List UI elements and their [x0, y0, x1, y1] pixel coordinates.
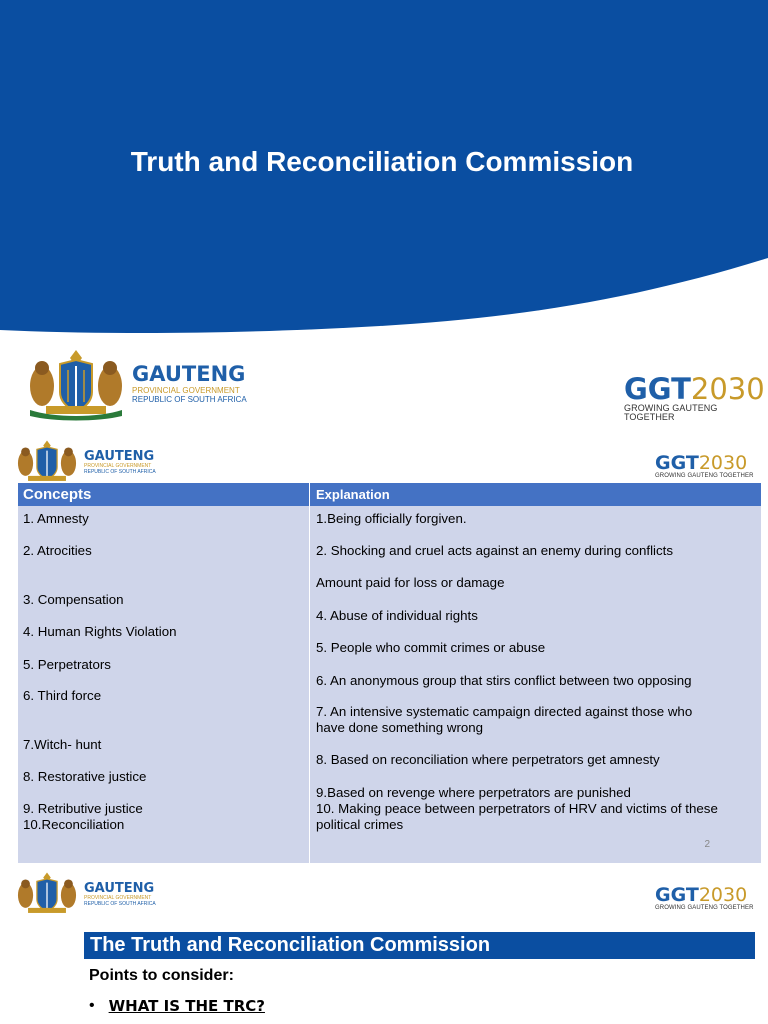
concepts-table	[18, 483, 761, 863]
bullet-icon: •	[89, 997, 95, 1014]
ggt-year: 2030	[698, 884, 748, 906]
explanation-item: have done something wrong	[316, 720, 484, 735]
gauteng-country: REPUBLIC OF SOUTH AFRICA	[84, 900, 156, 907]
gauteng-logo	[14, 438, 156, 486]
gauteng-country: REPUBLIC OF SOUTH AFRICA	[132, 395, 247, 404]
concept-item: 2. Atrocities	[23, 543, 92, 558]
gauteng-country: REPUBLIC OF SOUTH AFRICA	[84, 468, 156, 475]
gauteng-name: GAUTENG	[84, 448, 155, 464]
ggt-tagline: GROWING GAUTENG TOGETHER	[624, 403, 718, 422]
explanation-item: 9.Based on revenge where perpetrators are punished	[316, 785, 631, 800]
points-heading: Points to consider:	[89, 967, 234, 984]
ggt2030-logo	[655, 454, 754, 479]
gauteng-logo	[24, 346, 247, 422]
concept-item: 1. Amnesty	[23, 511, 89, 526]
slide-title: Truth and Reconciliation Commission	[130, 146, 634, 177]
page-number: 2	[704, 839, 710, 850]
coat-of-arms-icon	[14, 438, 80, 486]
concept-item: 7.Witch- hunt	[23, 737, 102, 752]
coat-of-arms-icon	[14, 870, 80, 918]
coat-of-arms-icon	[24, 346, 128, 422]
bullet-text: WHAT IS THE TRC?	[108, 997, 265, 1015]
explanation-item: 6. An anonymous group that stirs conflict between two opposing	[316, 673, 692, 688]
concepts-header: Concepts	[18, 483, 310, 506]
gauteng-name: GAUTENG	[84, 880, 155, 896]
concepts-column	[18, 506, 310, 863]
concept-item: 4. Human Rights Violation	[23, 624, 177, 639]
concept-item: 6. Third force	[23, 688, 102, 703]
explanation-item: Amount paid for loss or damage	[316, 575, 505, 590]
ggt2030-logo	[624, 372, 768, 422]
concept-item: 9. Retributive justice	[23, 801, 143, 816]
ggt2030-logo	[655, 886, 754, 911]
ggt-text: GGT	[655, 884, 699, 906]
ggt-text: GGT	[655, 452, 699, 474]
explanation-item: 4. Abuse of individual rights	[316, 608, 478, 623]
concepts-slide	[0, 432, 768, 864]
concept-item: 10.Reconciliation	[23, 817, 125, 832]
ggt-year: 2030	[698, 452, 748, 474]
concept-item: 5. Perpetrators	[23, 657, 111, 672]
ggt-tagline: GROWING GAUTENG TOGETHER	[655, 905, 754, 911]
table-header	[18, 483, 761, 506]
gauteng-subtitle: PROVINCIAL GOVERNMENT	[84, 462, 152, 469]
explanations-column	[310, 506, 761, 863]
explanation-item: 2. Shocking and cruel acts against an enemy during conflicts	[316, 543, 674, 558]
explanation-item: 7. An intensive systematic campaign directed against those who	[316, 704, 693, 719]
gauteng-logo	[14, 870, 156, 918]
ggt-text: GGT	[624, 372, 691, 406]
concept-item: 8. Restorative justice	[23, 769, 147, 784]
concept-item: 3. Compensation	[23, 592, 124, 607]
explanation-item: 1.Being officially forgiven.	[316, 511, 467, 526]
explanation-item: 10. Making peace between perpetrators of HRV and victims of these	[316, 801, 718, 816]
explanation-item: 8. Based on reconciliation where perpetrators get amnesty	[316, 752, 660, 767]
gauteng-subtitle: PROVINCIAL GOVERNMENT	[132, 386, 240, 395]
gauteng-subtitle: PROVINCIAL GOVERNMENT	[84, 894, 152, 901]
explanation-item: political crimes	[316, 817, 404, 832]
ggt-tagline: GROWING GAUTENG TOGETHER	[655, 473, 754, 479]
gauteng-name: GAUTENG	[132, 362, 246, 386]
title-slide	[0, 0, 768, 432]
ggt-year: 2030	[690, 372, 765, 406]
explanation-item: 5. People who commit crimes or abuse	[316, 640, 546, 655]
table-body	[18, 506, 761, 863]
bullet-item	[89, 997, 265, 1015]
slide-title-bar: The Truth and Reconciliation Commission	[84, 932, 755, 959]
explanation-header: Explanation	[316, 487, 390, 502]
trc-slide	[0, 864, 768, 1024]
